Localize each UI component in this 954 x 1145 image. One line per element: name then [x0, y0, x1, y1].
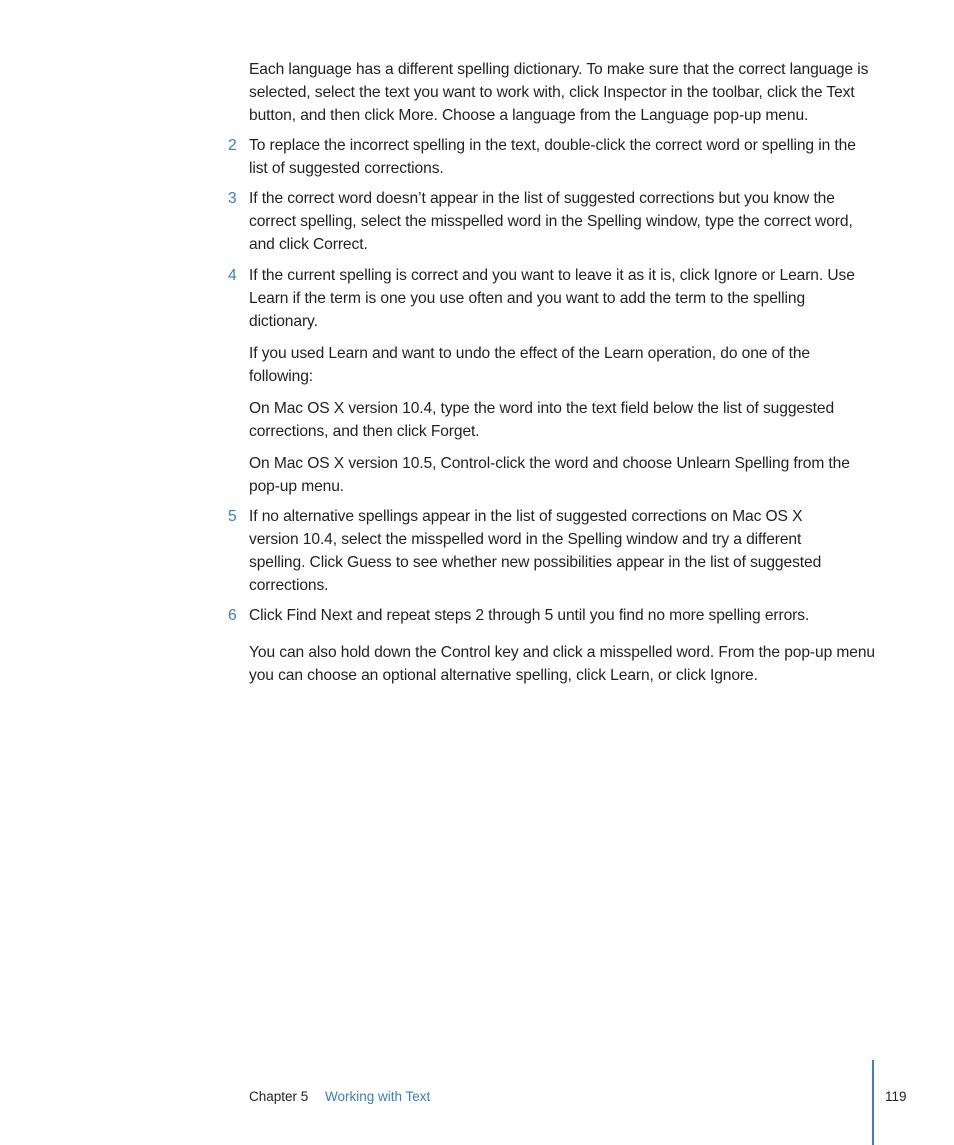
step-number: 4 — [228, 267, 237, 284]
footer-chapter-title: Working with Text — [325, 1089, 431, 1104]
footer-chapter-label: Chapter 5 — [249, 1089, 309, 1104]
paragraph-text: If you used Learn and want to undo the effect of the Learn operation, do one of the following: — [249, 345, 811, 385]
body-paragraph — [249, 342, 829, 388]
step-text: If the correct word doesn’t appear in the list of suggested corrections but you know the correct spelling, select the misspelled word in the Spelling window, type the correct word, and click Correct. — [249, 190, 853, 253]
step-text: Click Find Next and repeat steps 2 through 5 until you find no more spelling errors. — [249, 607, 810, 624]
paragraph-text: On Mac OS X version 10.4, type the word into the text field below the list of suggested corrections, and then click Forget. — [249, 400, 835, 440]
step-text: If the current spelling is correct and you want to leave it as it is, click Ignore or Learn. Use Learn if the term is one you use often and you want to add the term to the spelling dictionary. — [249, 267, 855, 330]
body-paragraph — [249, 397, 877, 443]
numbered-step — [228, 505, 849, 597]
numbered-step — [228, 187, 877, 256]
body-paragraph — [249, 641, 877, 687]
step-number: 3 — [228, 190, 237, 207]
step-text: To replace the incorrect spelling in the text, double-click the correct word or spelling in the list of suggested corrections. — [249, 137, 856, 177]
paragraph-text: You can also hold down the Control key and click a misspelled word. From the pop-up menu you can choose an optional alternative spelling, click Learn, or click Ignore. — [249, 644, 875, 684]
body-paragraph — [249, 452, 877, 498]
numbered-step — [228, 604, 877, 627]
step-number: 5 — [228, 508, 237, 525]
numbered-step — [228, 134, 877, 180]
body-paragraph — [249, 58, 877, 127]
paragraph-text: Each language has a different spelling dictionary. To make sure that the correct language is selected, select the text you want to work with, click Inspector in the toolbar, click the Text button, and then click More. Choose a language from the Language pop-up menu. — [249, 61, 869, 124]
footer-divider — [872, 1060, 874, 1145]
step-text: If no alternative spellings appear in the list of suggested corrections on Mac OS X version 10.4, select the misspelled word in the Spelling window and try a different spelling. Click Guess to see whether new possibilities appear in the list of suggested corrections. — [249, 508, 822, 594]
page-number: 119 — [885, 1089, 907, 1104]
numbered-step — [228, 264, 877, 333]
page-body — [0, 58, 954, 687]
paragraph-text: On Mac OS X version 10.5, Control-click the word and choose Unlearn Spelling from the pop-up menu. — [249, 455, 850, 495]
step-number: 6 — [228, 607, 237, 624]
step-number: 2 — [228, 137, 237, 154]
